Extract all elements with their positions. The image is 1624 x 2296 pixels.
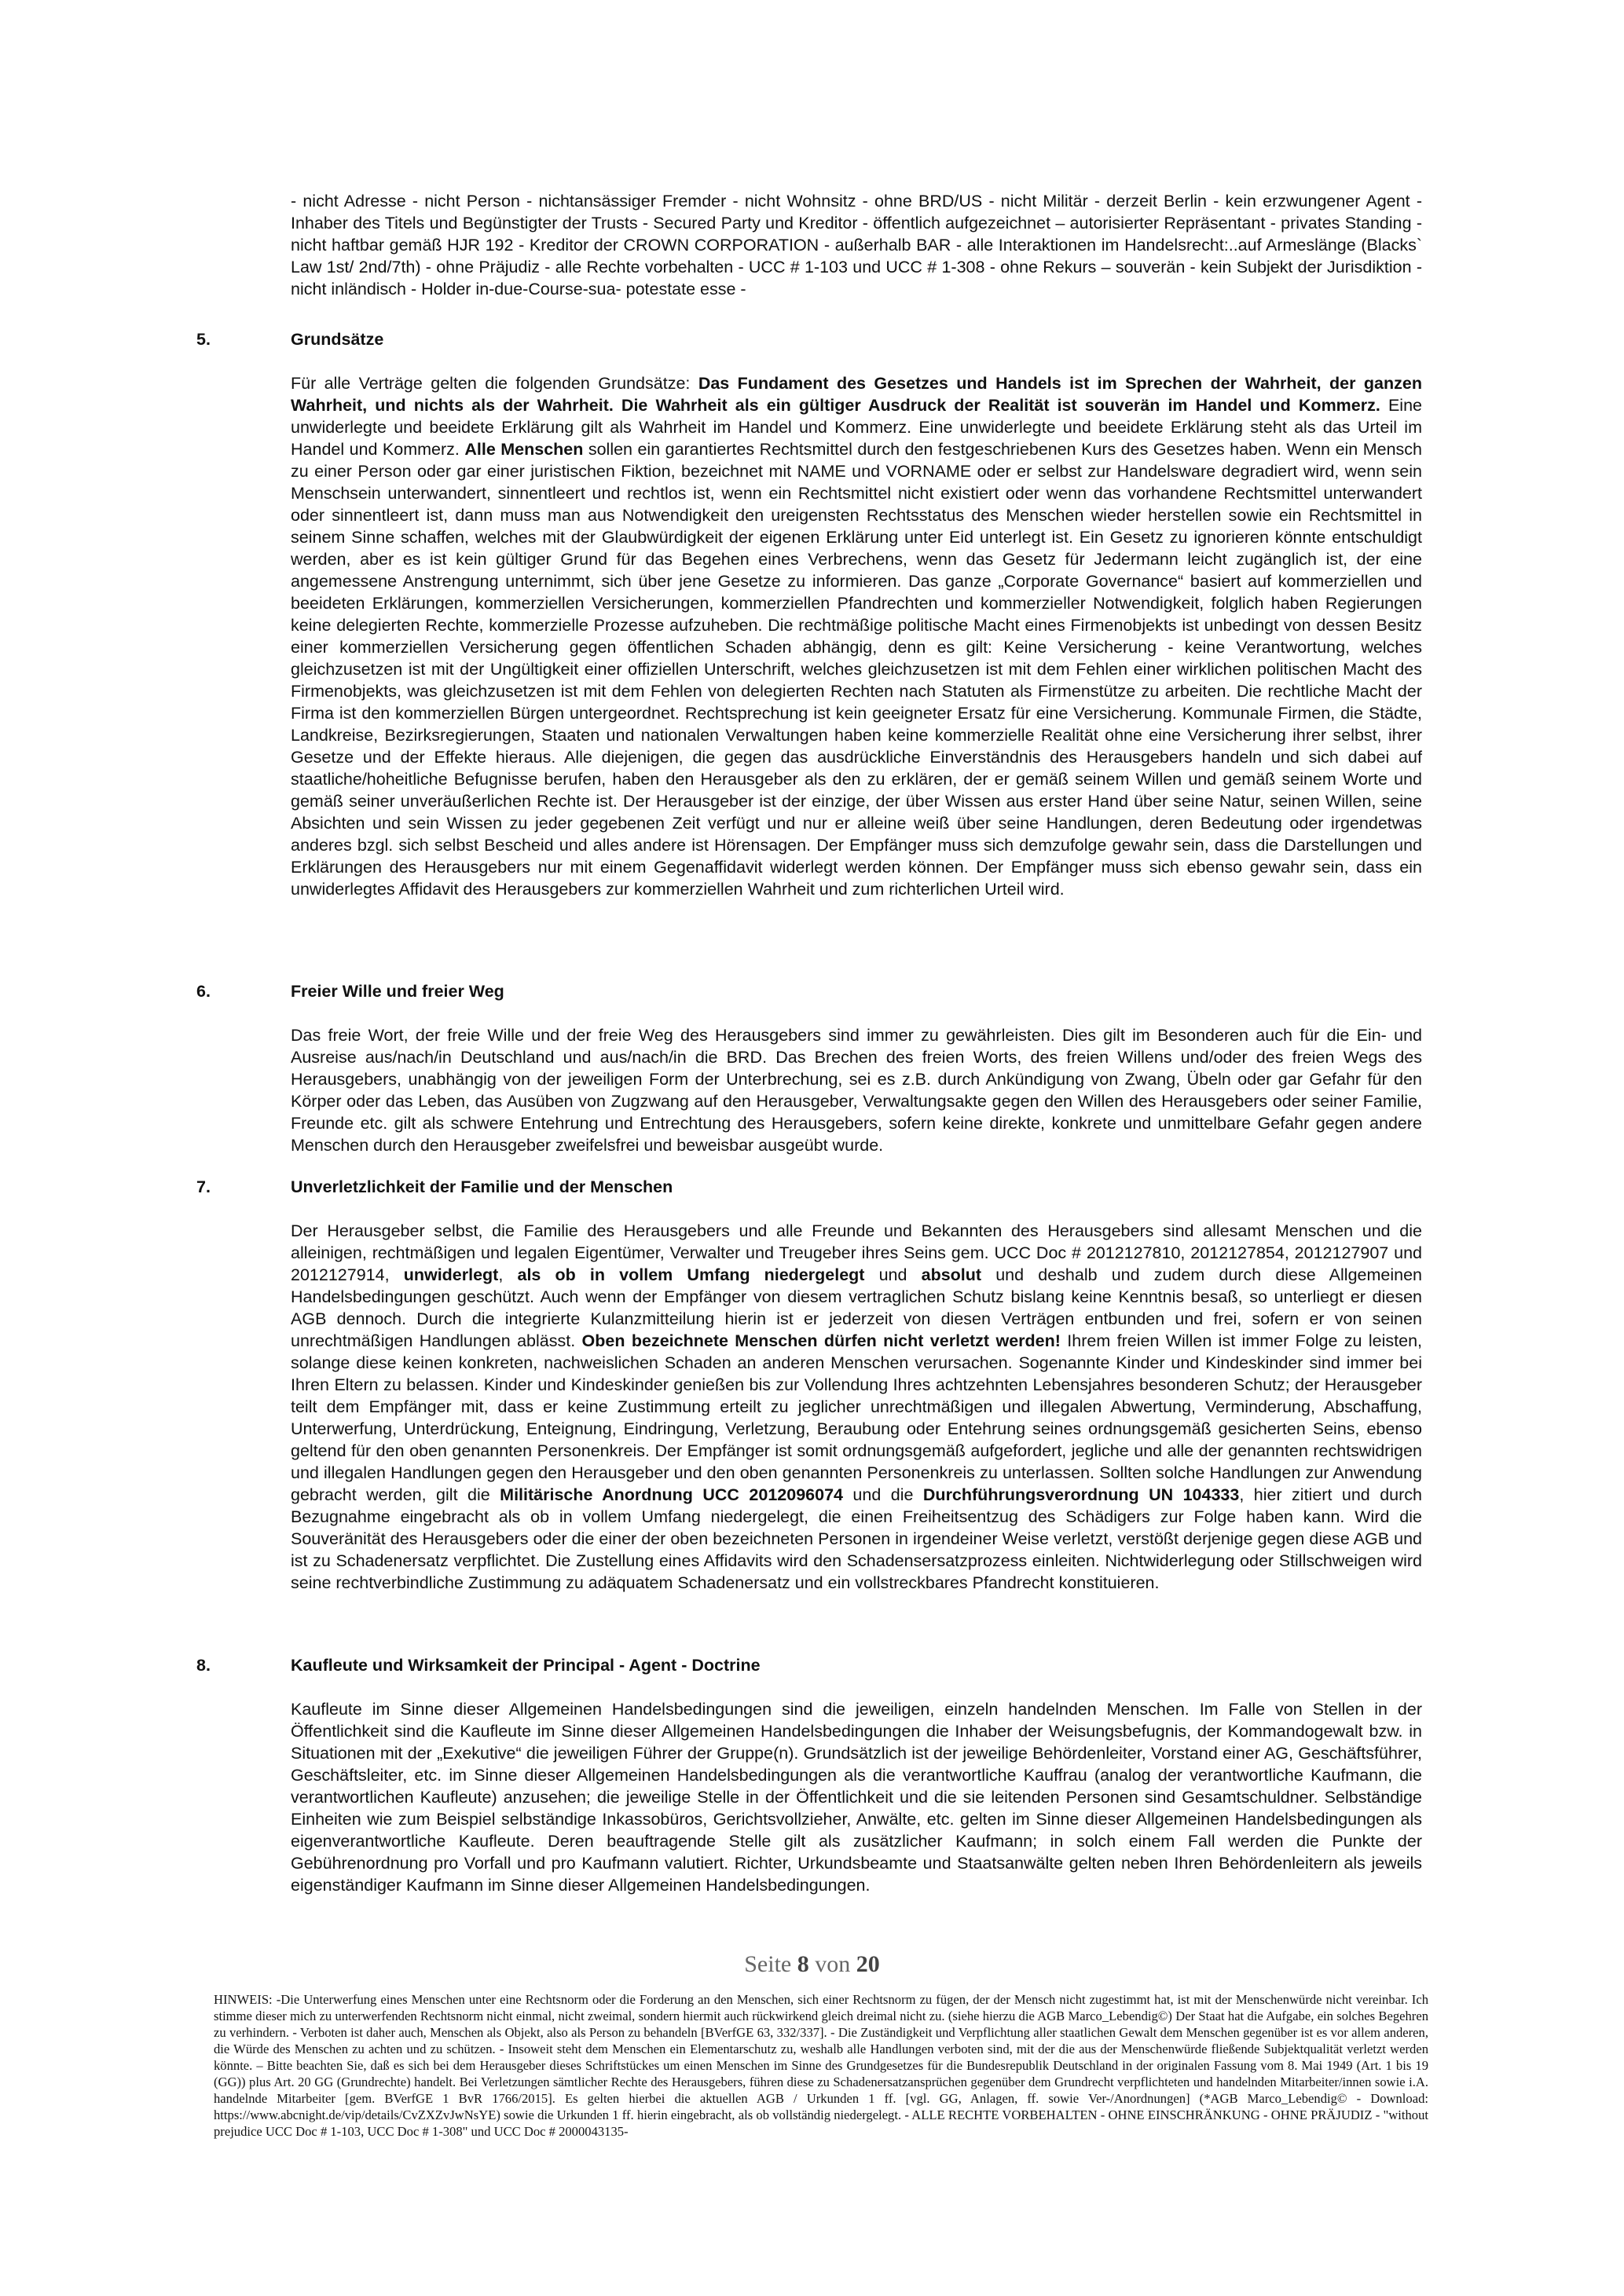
footer-notice: HINWEIS: -Die Unterwerfung eines Menschen unter eine Rechtsnorm oder die Forderung an den Menschen, sich einer Rechtsnorm zu fügen, der der Mensch nicht zugestimmt hat, ist mit der Menschenwürde nicht vereinbar. Ich stimme dieser mich zu unterwerfenden Rechtsnorm nicht einmal, nicht zweimal, sondern hiermit auch rückwirkend gleich dreimal nicht zu. (siehe hierzu die AGB Marco_Lebendig©) Der Staat hat die Aufgabe, ein solches Begehren zu verhindern. - Verboten ist daher auch, Menschen als Objekt, also als Person zu behandeln [BVerfGE 63, 332/337]. - Die Zuständigkeit und Verpflichtung aller staatlichen Gewalt dem Menschen gegenüber ist es vor allem anderen, die Würde des Menschen zu achten und zu schützen. - Insoweit steht dem Menschen ein Elementarschutz zu, weshalb alle Handlungen verboten sind, mit der die aus der Menschenwürde fließende Subjektqualität verletzt werden könnte. – Bitte beachten Sie, daß es sich bei dem Herausgeber dieses Schriftstückes um einen Menschen im Sinne des Grundgesetzes für die Bundesrepublik Deutschland in der originalen Fassung vom 8. Mai 1949 (Art. 1 bis 19 (GG)) plus Art. 20 GG (Grundrechte) handelt. Bei Verletzungen sämtlicher Rechte des Herausgebers, führen diese zu Schadenersatzansprüchen gegenüber dem Grundrecht verpflichteten und handelnden Mitarbeiter/innen sowie i.A. handelnde Mitarbeiter [gem. BVerfGE 1 BvR 1766/2015]. Es gelten hierbei die aktuellen AGB / Urkunden 1 ff. [vgl. GG, Anlagen, ff. sowie Ver-/Anordnungen] (*AGB Marco_Lebendig© - Download: https://www.abcnight.de/vip/details/CvZXZvJwNsYE) sowie die Urkunden 1 ff. hierin eingebracht, als ob vollständig niedergelegt. - ALLE RECHTE VORBEHALTEN - OHNE EINSCHRÄNKUNG - OHNE PRÄJUDIZ - "without prejudice UCC Doc # 1-103, UCC Doc # 1-308" und UCC Doc # 2000043135- xyxy=(214,1992,1428,2139)
section-title: Kaufleute und Wirksamkeit der Principal - Agent - Doctrine xyxy=(291,1656,761,1675)
section-body: Das freie Wort, der freie Wille und der freie Weg des Herausgebers sind immer zu gewährleisten. Dies gilt im Besonderen auch für die Ein- und Ausreise aus/nach/in Deutschland und aus/nach/in die BRD. Das Brechen des freien Worts, des freien Willens und/oder des freien Wegs des Herausgebers, unabhängig von der jeweiligen Form der Unterbrechung, sei es z.B. durch Ankündigung von Zwang, Übeln oder gar Gefahr für den Körper oder das Leben, das Ausüben von Zugzwang auf den Herausgeber, Verwaltungsakte gegen den Willen des Herausgebers oder seiner Familie, Freunde etc. gilt als schwere Entehrung und Entrechtung des Herausgebers, sofern keine direkte, konkrete und unmittelbare Gefahr gegen andere Menschen durch den Herausgeber zweifelsfrei und beweisbar ausgeübt wurde. xyxy=(291,1026,1422,1155)
section-body: Kaufleute im Sinne dieser Allgemeinen Handelsbedingungen sind die jeweiligen, einzeln handelnden Menschen. Im Falle von Stellen in der Öffentlichkeit sind die Kaufleute im Sinne dieser Allgemeinen Handelsbedingungen die Inhaber der Weisungsbefugnis, der Kommandogewalt bzw. in Situationen mit der „Exekutive“ die jeweiligen Führer der Gruppe(n). Grundsätzlich ist der jeweilige Behördenleiter, Vorstand einer AG, Geschäftsführer, Geschäftsleiter, etc. im Sinne dieser Allgemeinen Handelsbedingungen als die verantwortliche Kauffrau (analog der verantwortliche Kaufmann, die verantwortlichen Kaufleute) anzusehen; die jeweilige Stelle in der Öffentlichkeit und die sie leitenden Personen sind Gesamtschuldner. Selbständige Einheiten wie zum Beispiel selbständige Inkassobüros, Gerichtsvollzieher, Anwälte, etc. gelten im Sinne dieser Allgemeinen Handelsbedingungen als eigenverantwortliche Kaufleute. Deren beauftragende Stelle gilt als zusätzlicher Kaufmann; in solch einem Fall werden die Punkte der Gebührenordnung pro Vorfall und pro Kaufmann valutiert. Richter, Urkundsbeamte und Staatsanwälte gelten neben Ihren Behördenleitern als jeweils eigenständiger Kaufmann im Sinne dieser Allgemeinen Handelsbedingungen. xyxy=(291,1700,1422,1895)
section-number: 6. xyxy=(196,982,211,1001)
section-body: Der Herausgeber selbst, die Familie des Herausgebers und alle Freunde und Bekannten des Herausgebers sind allesamt Menschen und die alleinigen, rechtmäßigen und legalen Eigentümer, Verwalter und Treugeber ihres Seins gem. UCC Doc # 2012127810, 2012127854, 2012127907 und 2012127914, unwiderlegt, als ob in vollem Umfang niedergelegt und absolut und deshalb und zudem durch diese Allgemeinen Handelsbedingungen geschützt. Auch wenn der Empfänger von diesem vertraglichen Schutz bislang keine Kenntnis besaß, so unterliegt er diesen AGB dennoch. Durch die integrierte Kulanzmitteilung hierin ist er jederzeit von diesen Verträgen entbunden und frei, sofern er von seinen unrechtmäßigen Handlungen ablässt. Oben bezeichnete Menschen dürfen nicht verletzt werden! Ihrem freien Willen ist immer Folge zu leisten, solange diese keinen konkreten, nachweislichen Schaden an anderen Menschen verursachen. Sogenannte Kinder und Kindeskinder sind immer bei Ihren Eltern zu belassen. Kinder und Kindeskinder genießen bis zur Vollendung Ihres achtzehnten Lebensjahres besonderen Schutz; der Herausgeber teilt dem Empfänger mit, dass er keine Zustimmung erteilt zu jeglicher unrechtmäßigen und illegalen Abwertung, Verminderung, Abschaffung, Unterwerfung, Unterdrückung, Enteignung, Eindringung, Verletzung, Beraubung oder Entehrung seines ordnungsgemäß gesicherten Seins, ebenso geltend für den oben genannten Personenkreis. Der Empfänger ist somit ordnungsgemäß aufgefordert, jegliche und alle der genannten rechtswidrigen und illegalen Handlungen gegen den Herausgeber und den oben genannten Personenkreis zu unterlassen. Sollten solche Handlungen zur Anwendung gebracht werden, gilt die Militärische Anordnung UCC 2012096074 und die Durchführungsverordnung UN 104333, hier zitiert und durch Bezugnahme eingebracht als ob in vollem Umfang niedergelegt, die einen Freiheitsentzug des Schädigers zur Folge haben kann. Wird die Souveränität des Herausgebers oder die einer der oben bezeichneten Personen in irgendeiner Weise verletzt, verstößt derjenige gegen diese AGB und ist zu Schadenersatz verpflichtet. Die Zustellung eines Affidavits wird den Schadensersatzprozess einleiten. Nichtwiderlegung oder Stillschweigen wird seine rechtverbindliche Zustimmung zu adäquatem Schadenersatz und ein vollstreckbares Pfandrecht konstituieren. xyxy=(291,1221,1422,1592)
section-title: Unverletzlichkeit der Familie und der Menschen xyxy=(291,1177,673,1196)
page-number: Seite 8 von 20 xyxy=(744,1951,880,1977)
section-number: 5. xyxy=(196,330,211,349)
section-title: Grundsätze xyxy=(291,330,384,349)
section-title: Freier Wille und freier Weg xyxy=(291,982,504,1001)
section-body: Für alle Verträge gelten die folgenden Grundsätze: Das Fundament des Gesetzes und Handels ist im Sprechen der Wahrheit, der ganzen Wahrheit, und nichts als der Wahrheit. Die Wahrheit als ein gültiger Ausdruck der Realität ist souverän im Handel und Kommerz. Eine unwiderlegte und beeidete Erklärung gilt als Wahrheit im Handel und Kommerz. Eine unwiderlegte und beeidete Erklärung steht als das Urteil im Handel und Kommerz. Alle Menschen sollen ein garantiertes Rechtsmittel durch den festgeschriebenen Kurs des Gesetzes haben. Wenn ein Mensch zu einer Person oder gar einer juristischen Fiktion, bezeichnet mit NAME und VORNAME oder er selbst zur Handelsware degradiert wird, wenn sein Menschsein unterwandert, sinnentleert und rechtlos ist, wenn ein Rechtsmittel nicht existiert oder wenn das vorhandene Rechtsmittel unterwandert oder sinnentleert ist, dann muss man aus Notwendigkeit den ureigensten Rechtsstatus des Menschen wieder herstellen sowie ein Rechtsmittel in seinem Sinne schaffen, welches mit der Glaubwürdigkeit der eigenen Erklärung unter Eid unterlegt ist. Ein Gesetz zu ignorieren könnte entschuldigt werden, aber es ist kein gültiger Grund für das Begehen eines Verbrechens, wenn das Gesetz für Jedermann leicht zugänglich ist, der eine angemessene Anstrengung unternimmt, sich über jene Gesetze zu informieren. Das ganze „Corporate Governance“ basiert auf kommerziellen und beeideten Erklärungen, kommerziellen Versicherungen, kommerziellen Pfandrechten und kommerzieller Notwendigkeit, folglich haben Regierungen keine delegierten Rechte, kommerzielle Prozesse aufzuheben. Die rechtmäßige politische Macht eines Firmenobjekts ist unbedingt von dessen Besitz einer kommerziellen Versicherung gegen öffentlichen Schaden abhängig, denn es gilt: Keine Versicherung - keine Verantwortung, welches gleichzusetzen ist mit der Ungültigkeit einer offiziellen Unterschrift, welches gleichzusetzen ist mit dem Fehlen einer wirklichen politischen Macht des Firmenobjekts, was gleichzusetzen ist mit dem Fehlen von delegierten Rechten nach Statuten als Firmenstütze zu arbeiten. Die rechtliche Macht der Firma ist den kommerziellen Bürgen untergeordnet. Rechtsprechung ist kein geeigneter Ersatz für eine Versicherung. Kommunale Firmen, die Städte, Landkreise, Bezirksregierungen, Staaten und nationalen Verwaltungen haben keine kommerzielle Realität ohne eine Versicherung ihrer selbst, ihrer Gesetze und der Effekte hieraus. Alle diejenigen, die gegen das ausdrückliche Einverständnis des Herausgebers handeln und sich dabei auf staatliche/hoheitliche Befugnisse berufen, haben den Herausgeber als den zu erklären, der er gemäß seinem Willen und gemäß seinem Worte und gemäß seiner unveräußerlichen Rechte ist. Der Herausgeber ist der einzige, der über Wissen aus erster Hand über seine Natur, seinen Willen, seine Absichten und sein Wissen zu jeder gegebenen Zeit verfügt und nur er alleine weiß über seine Handlungen, deren Bedeutung oder irgendetwas anderes bzgl. sich selbst Bescheid und alles andere ist Hörensagen. Der Empfänger muss sich demzufolge gewahr sein, dass die Darstellungen und Erklärungen des Herausgebers nur mit einem Gegenaffidavit widerlegt werden können. Der Empfänger muss sich ebenso gewahr sein, dass ein unwiderlegtes Affidavit des Herausgebers zur kommerziellen Wahrheit und zum richterlichen Urteil wird. xyxy=(291,374,1423,899)
status-declaration-paragraph: - nicht Adresse - nicht Person - nichtansässiger Fremder - nicht Wohnsitz - ohne BRD/US - nicht Militär - derzeit Berlin - kein erzwungener Agent - Inhaber des Titels und Begünstigter der Trusts - Secured Party und Kreditor - öffentlich aufgezeichnet – autorisierter Repräsentant - privates Standing - nicht haftbar gemäß HJR 192 - Kreditor der CROWN CORPORATION - außerhalb BAR - alle Interaktionen im Handelsrecht:..auf Armeslänge (Blacks` Law 1st/ 2nd/7th) - ohne Präjudiz - alle Rechte vorbehalten - UCC # 1-103 und UCC # 1-308 - ohne Rekurs – souverän - kein Subjekt der Jurisdiktion - nicht inländisch - Holder in-due-Course-sua- potestate esse - xyxy=(291,192,1422,298)
section-number: 7. xyxy=(196,1177,211,1196)
section-number: 8. xyxy=(196,1656,211,1675)
